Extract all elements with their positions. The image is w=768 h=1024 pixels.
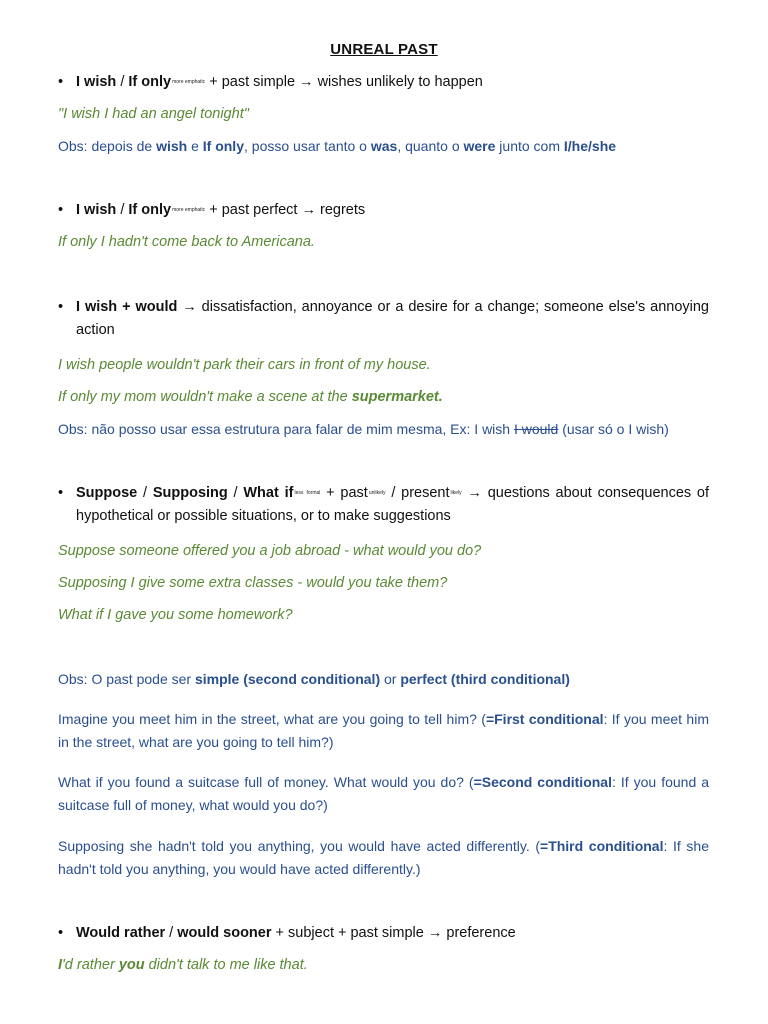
rule-description: → questions about consequences of hypothetical or possible situations, or to make suggestions [76, 485, 710, 524]
separator: / [116, 74, 129, 90]
paragraph-text: : If you meet him in the street, what are you going to tell him?) [58, 711, 709, 750]
label-second-conditional: =Second conditional [473, 774, 612, 790]
note-less-formal: less formal [294, 490, 321, 496]
example-text: 'd rather [62, 957, 119, 973]
obs-text: (usar só o I wish) [558, 421, 669, 437]
bullet-icon: • [58, 202, 64, 218]
rule-description: + past simple → wishes unlikely to happen [205, 74, 483, 90]
paragraph-text: : If she hadn't told you anything, you would have acted differently.) [58, 838, 709, 877]
obs-bold-was: was [370, 138, 398, 154]
obs-text: Obs: depois de [58, 138, 157, 154]
note-unlikely: unlikely [368, 490, 386, 496]
example-talk-to-me [58, 954, 709, 977]
note-more-emphatic: more emphatic [172, 79, 206, 85]
rule-i-wish-past-perfect [58, 199, 709, 222]
rule-would-rather [58, 922, 709, 945]
rule-text: / present [385, 485, 450, 501]
obs-text: Obs: não posso usar essa estrutura para falar de mim mesma, Ex: I wish [58, 421, 514, 437]
obs-text: , posso usar tanto o [244, 138, 371, 154]
note-more-emphatic: more emphatic [172, 207, 206, 213]
term-if-only: If only [128, 74, 172, 90]
term-suppose: Suppose [76, 485, 138, 501]
term-what-if: What if [243, 485, 294, 501]
obs-bold-third: perfect (third conditional) [400, 671, 570, 687]
example-park-cars: I wish people wouldn't park their cars in front of my house. [58, 357, 431, 373]
strikethrough-text: I would [513, 421, 559, 437]
paragraph-first-conditional [58, 708, 709, 754]
obs-text: , quanto o [397, 138, 464, 154]
example-bold: you [118, 957, 145, 973]
example-bold: supermarket. [351, 389, 443, 405]
separator: / [116, 202, 129, 218]
paragraph-second-conditional [58, 771, 709, 817]
obs-bold-if-only: If only [202, 138, 244, 154]
rule-i-wish-would [58, 296, 709, 342]
term-i-wish: I wish [76, 202, 117, 218]
obs-text: junto com [495, 138, 564, 154]
paragraph-text: Imagine you meet him in the street, what are you going to tell him? ( [58, 711, 486, 727]
term-i-wish: I wish [76, 74, 117, 90]
example-extra-classes: Supposing I give some extra classes - would you take them? [58, 575, 448, 591]
term-supposing: Supposing [152, 485, 228, 501]
example-americana: If only I hadn't come back to Americana. [58, 234, 315, 250]
rule-suppose [58, 482, 709, 528]
separator: / [165, 925, 178, 941]
obs-text: e [187, 138, 203, 154]
rule-i-wish-past-simple [58, 71, 709, 94]
example-angel: "I wish I had an angel tonight" [58, 106, 249, 122]
obs-not-myself [58, 418, 709, 441]
example-job-abroad: Suppose someone offered you a job abroad - what would you do? [58, 543, 482, 559]
example-text: didn't talk to me like that. [144, 957, 308, 973]
example-bold: I [58, 957, 63, 973]
rule-description: → dissatisfaction, annoyance or a desire for a change; someone else's annoying action [76, 299, 709, 338]
example-homework: What if I gave you some homework? [58, 607, 293, 623]
obs-bold-second: simple (second conditional) [194, 671, 381, 687]
rule-description: + past perfect → regrets [205, 202, 366, 218]
term-would-rather: Would rather [76, 925, 166, 941]
paragraph-text: : If you found a suitcase full of money, what would you do?) [58, 774, 710, 813]
example-text: If only my mom wouldn't make a scene at the [58, 389, 352, 405]
bullet-icon: • [58, 74, 64, 90]
term-would-sooner: would sooner [177, 925, 272, 941]
label-first-conditional: =First conditional [485, 711, 604, 727]
bullet-icon: • [58, 299, 64, 315]
obs-bold-pronouns: I/he/she [563, 138, 617, 154]
obs-past-conditionals [58, 668, 709, 691]
separator: / [227, 485, 244, 501]
obs-text: or [380, 671, 401, 687]
bullet-icon: • [58, 485, 64, 501]
page-title: UNREAL PAST [330, 41, 438, 58]
separator: / [137, 485, 153, 501]
rule-description: + subject + past simple → preference [271, 925, 516, 941]
term-i-wish-would: I wish + would [76, 299, 178, 315]
rule-text: + past [320, 485, 368, 501]
obs-bold-wish: wish [156, 138, 188, 154]
paragraph-text: What if you found a suitcase full of money. What would you do? ( [58, 774, 474, 790]
term-if-only: If only [128, 202, 172, 218]
bullet-icon: • [58, 925, 64, 941]
obs-text: Obs: O past pode ser [58, 671, 195, 687]
paragraph-text: Supposing she hadn't told you anything, you would have acted differently. ( [58, 838, 541, 854]
paragraph-third-conditional [58, 835, 709, 881]
obs-bold-were: were [463, 138, 496, 154]
label-third-conditional: =Third conditional [540, 838, 664, 854]
obs-was-were [58, 135, 709, 158]
note-likely: likely [450, 490, 462, 496]
example-supermarket [58, 386, 709, 409]
